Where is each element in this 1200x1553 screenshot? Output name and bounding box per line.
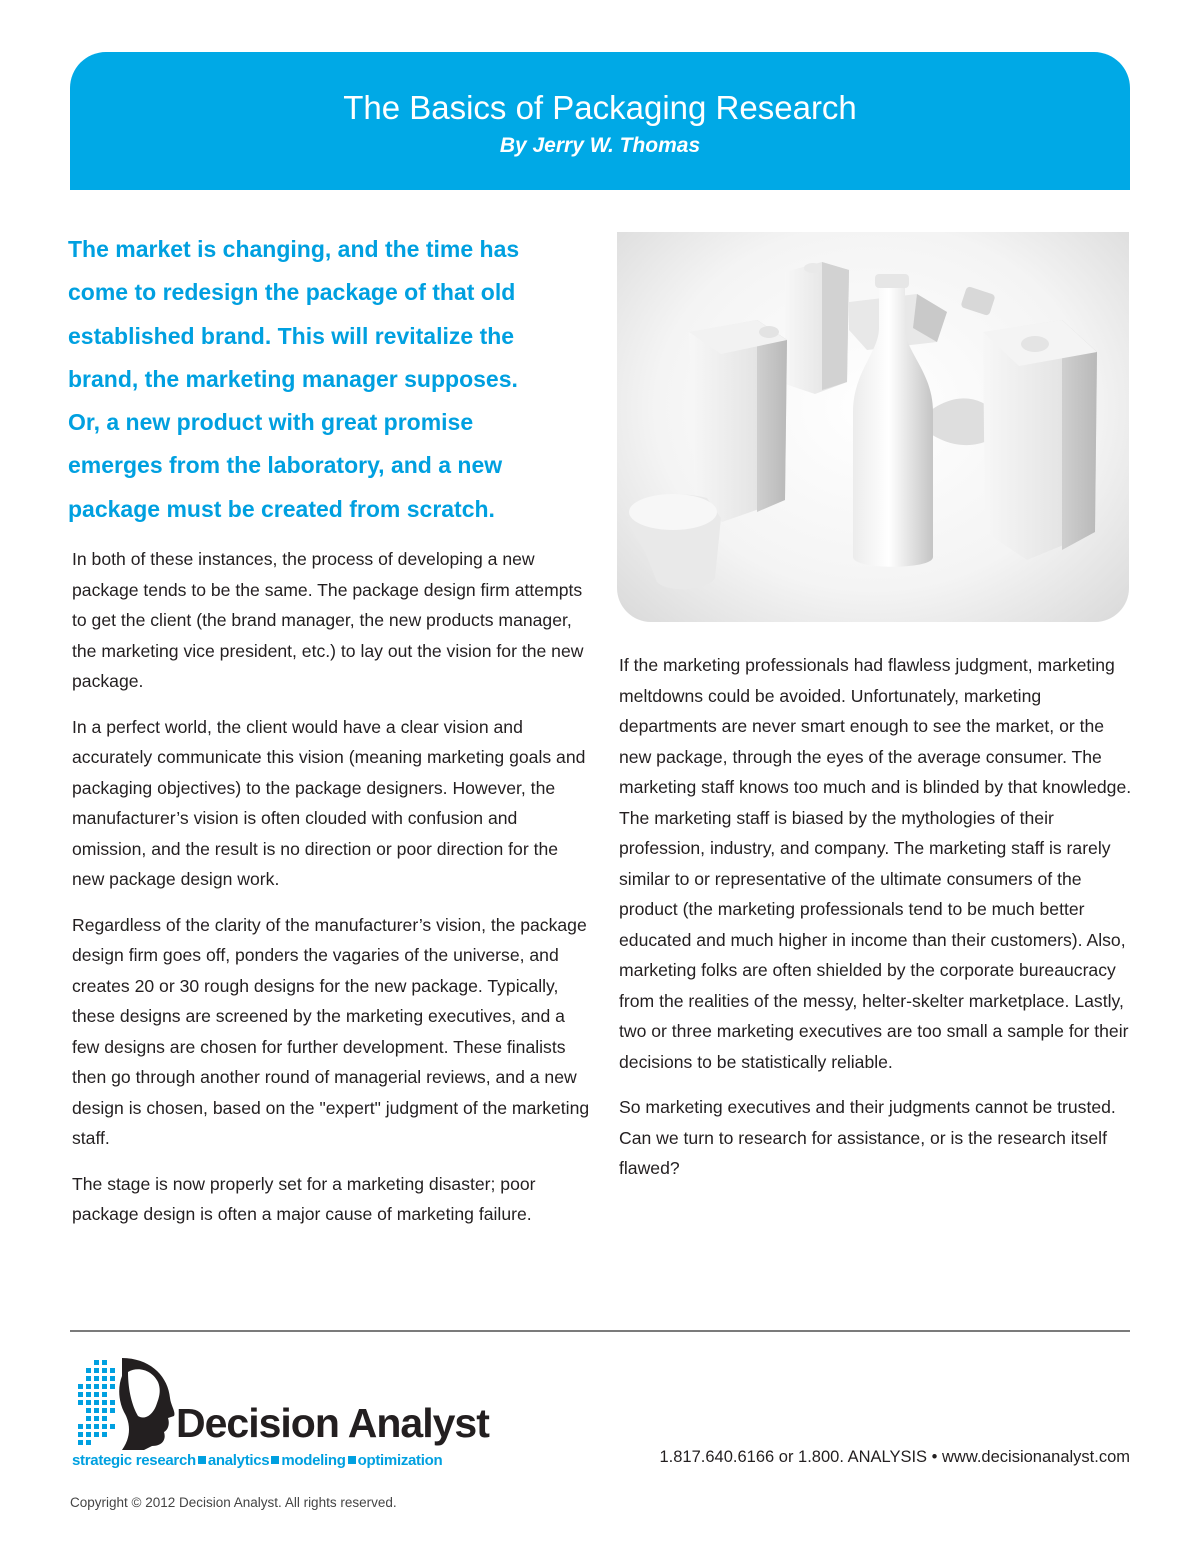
body-paragraph: Regardless of the clarity of the manufacturer’s vision, the package design firm goes off, ponders the vagaries of the universe, and creates 20 or 30 rough designs for the new package. Typically, these designs are screened by the marketing executives, and a few designs are chosen for further development. These finalists then go through another round of managerial reviews, and a new design is chosen, based on the "expert" judgment of the marketing staff. [72,914,590,1148]
body-paragraph: So marketing executives and their judgments cannot be trusted. Can we turn to research for assistance, or is the research itself flawed? [619,1097,1116,1178]
lead-line: brand, the marketing manager supposes. [68,365,518,392]
packaging-photo [617,232,1129,622]
footer-divider [70,1330,1130,1332]
tagline-separator [198,1456,206,1464]
copyright-notice: Copyright © 2012 Decision Analyst. All rights reserved. [70,1495,397,1510]
lead-line: established brand. This will revitalize the [68,322,515,349]
lead-line: Or, a new product with great promise [68,409,474,436]
lead-line: come to redesign the package of that old [68,279,516,306]
right-column [619,650,1139,1199]
tagline-item: optimization [357,1452,443,1469]
author-byline: By Jerry W. Thomas [499,134,701,157]
head-profile-icon [72,1356,182,1452]
tagline-item: modeling [281,1452,346,1469]
body-paragraph: In a perfect world, the client would have a clear vision and accurately communicate this vision (meaning marketing goals and packaging objectives) to the package designers. However, the manufacturer’s vision is often clouded with confusion and omission, and the result is no direction or poor direction for the new package design work. [72,716,586,889]
document-title: The Basics of Packaging Research [343,89,857,126]
left-column [72,544,592,1245]
body-paragraph: The stage is now properly set for a marketing disaster; poor package design is often a major cause of marketing failure. [72,1173,536,1224]
lead-line: The market is changing, and the time has [68,236,520,262]
company-logo [72,1356,492,1474]
contact-info: 1.817.640.6166 or 1.800. ANALYSIS • www.decisionanalyst.com [659,1448,1130,1466]
lead-line: package must be created from scratch. [68,495,495,522]
company-tagline [72,1452,442,1469]
tagline-item: analytics [207,1452,270,1469]
body-paragraph: If the marketing professionals had flawless judgment, marketing meltdowns could be avoided. Unfortunately, marketing departments are never smart enough to see the market, or the new package, through the eyes of the average consumer. The marketing staff knows too much and is blinded by that knowledge. The marketing staff is biased by the mythologies of their profession, industry, and company. The marketing staff is rarely similar to or representative of the ultimate consumers of the product (the marketing professionals tend to be much better educated and much higher in income than their customers). Also, marketing folks are often shielded by the corporate bureaucracy from the realities of the messy, helter-skelter marketplace. Lastly, two or three marketing executives are too small a sample for their decisions to be statistically reliable. [619,655,1132,1072]
lead-line: emerges from the laboratory, and a new [68,452,503,479]
tagline-separator [348,1456,356,1464]
tagline-item: strategic research [72,1452,196,1469]
lead-paragraph [68,228,588,531]
body-paragraph: In both of these instances, the process of developing a new package tends to be the same. The package design firm attempts to get the client (the brand manager, the new products manager, the marketing vice president, etc.) to lay out the vision for the new package. [72,549,584,691]
document-header [70,52,1130,190]
tagline-separator [271,1456,279,1464]
company-name: Decision Analyst [176,1400,489,1446]
packaging-illustration [617,232,1129,622]
